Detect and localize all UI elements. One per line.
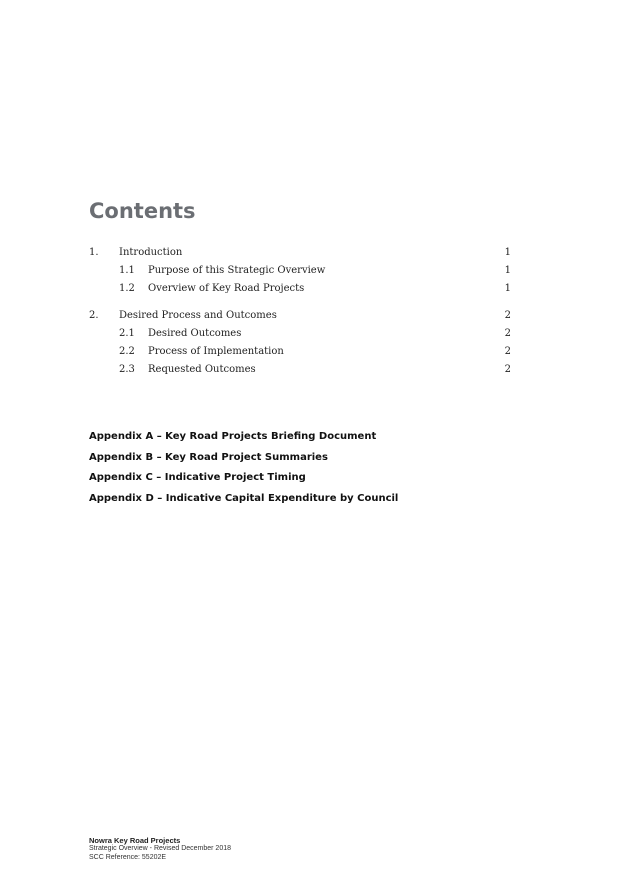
- toc-label: Process of Implementation: [148, 346, 284, 357]
- toc-label: Requested Outcomes: [148, 364, 256, 375]
- toc-entry-desired-outcomes[interactable]: [89, 327, 513, 341]
- appendix-a[interactable]: Appendix A – Key Road Projects Briefing Document: [89, 431, 377, 442]
- appendix-d[interactable]: Appendix D – Indicative Capital Expenditure by Council: [89, 493, 399, 504]
- toc-page: 2: [504, 310, 511, 321]
- toc-label: Desired Outcomes: [148, 328, 242, 339]
- footer-project: Nowra Key Road Projects: [89, 836, 181, 845]
- toc-page: 2: [504, 364, 511, 375]
- toc-page: 2: [504, 328, 511, 339]
- toc-entry-purpose[interactable]: [89, 264, 513, 278]
- toc-number: 2.2: [119, 346, 135, 357]
- appendix-b[interactable]: Appendix B – Key Road Project Summaries: [89, 452, 328, 463]
- toc-entry-overview[interactable]: [89, 282, 513, 296]
- toc-label: Desired Process and Outcomes: [119, 310, 277, 321]
- toc-page: 1: [504, 283, 511, 294]
- toc-number: 2.: [89, 310, 99, 321]
- toc-number: 2.3: [119, 364, 135, 375]
- appendix-c[interactable]: Appendix C – Indicative Project Timing: [89, 472, 306, 483]
- footer-revision: Strategic Overview - Revised December 2018: [89, 845, 232, 852]
- toc-page: 2: [504, 346, 511, 357]
- toc-number: 1.1: [119, 265, 135, 276]
- page-title: Contents: [89, 199, 196, 223]
- toc-number: 2.1: [119, 328, 135, 339]
- toc-page: 1: [504, 265, 511, 276]
- footer-reference: SCC Reference: 55202E: [89, 853, 167, 861]
- toc-number: 1.2: [119, 283, 135, 294]
- toc-number: 1.: [89, 247, 99, 258]
- toc-entry-introduction[interactable]: [89, 246, 513, 260]
- page-footer: [89, 836, 231, 862]
- toc-entry-desired-process[interactable]: [89, 309, 513, 323]
- toc-label: Introduction: [119, 247, 183, 258]
- toc-entry-requested-outcomes[interactable]: [89, 363, 513, 377]
- toc-page: 1: [504, 247, 511, 258]
- toc-label: Purpose of this Strategic Overview: [148, 265, 326, 276]
- toc-label: Overview of Key Road Projects: [148, 283, 305, 294]
- toc-entry-process-implementation[interactable]: [89, 345, 513, 359]
